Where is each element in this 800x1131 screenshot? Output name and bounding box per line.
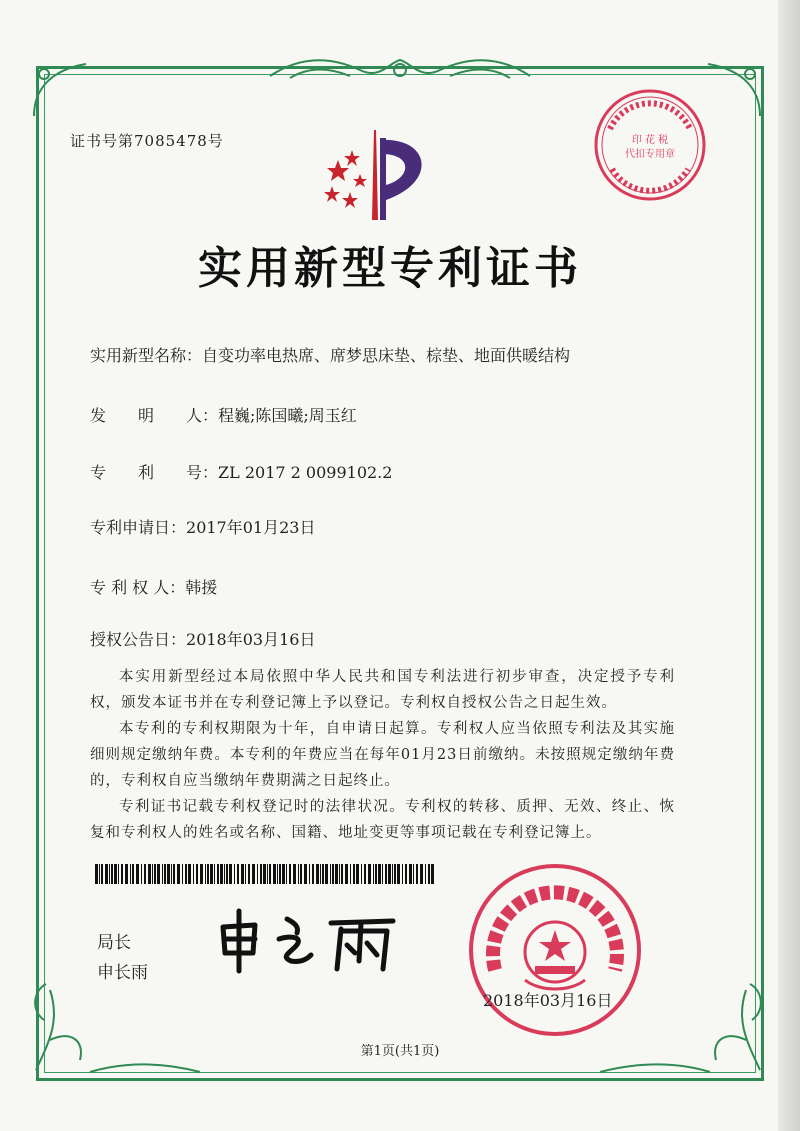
- patent-number-value: ZL 2017 2 0099102.2: [218, 463, 393, 482]
- patentee-value: 韩援: [185, 578, 218, 597]
- svg-text:印 花 税: 印 花 税: [631, 135, 669, 146]
- certificate-number: 证书号第7085478号: [70, 132, 224, 150]
- body-paragraph-2: 本专利的专利权期限为十年，自申请日起算。专利权人应当依照专利法及其实施细则规定缴纳年费。本专利的年费应当在每年01月23日前缴纳。未按照规定缴纳年费的，专利权自应当缴纳年费期满之日起终止。: [90, 721, 675, 789]
- corner-ornament-tl-icon: [30, 60, 90, 120]
- patentee-label: 专 利 权 人：: [90, 578, 186, 597]
- svg-text:代扣专用章: 代扣专用章: [625, 149, 675, 160]
- director-title: 局长: [97, 933, 131, 953]
- patent-number-row: [90, 460, 392, 483]
- director-name: 申长雨: [97, 963, 148, 983]
- inventor-row: [90, 403, 357, 426]
- grant-date-row: [90, 627, 315, 650]
- patent-number-label: 专 利 号：: [90, 463, 219, 482]
- national-ip-office-seal-icon: [465, 860, 645, 1040]
- utility-model-name-row: [90, 343, 570, 366]
- director-signature: [215, 905, 405, 975]
- grant-date-value: 2018年03月16日: [186, 630, 316, 649]
- top-ornament-icon: [250, 52, 550, 88]
- page-footer: 第1页(共1页): [360, 1044, 440, 1059]
- utility-model-name-value: 自变功率电热席、席梦思床垫、棕垫、地面供暖结构: [202, 346, 571, 365]
- body-paragraph-3: 专利证书记载专利权登记时的法律状况。专利权的转移、质押、无效、终止、恢复和专利权人的姓名或名称、国籍、地址变更等事项记载在专利登记簿上。: [90, 799, 675, 841]
- filing-date-label: 专利申请日：: [90, 518, 187, 537]
- tax-seal-icon: [590, 85, 710, 205]
- inventor-label: 发 明 人：: [90, 406, 219, 425]
- grant-date-label: 授权公告日：: [90, 630, 187, 649]
- patent-office-logo-icon: [320, 120, 440, 230]
- barcode: [95, 864, 435, 884]
- corner-ornament-tr-icon: [704, 60, 764, 120]
- certificate-title: 实用新型专利证书: [198, 243, 582, 294]
- filing-date-value: 2017年01月23日: [186, 518, 316, 537]
- body-paragraph-1: 本实用新型经过本局依照中华人民共和国专利法进行初步审查，决定授予专利权，颁发本证书并在专利登记簿上予以登记。专利权自授权公告之日起生效。: [90, 669, 675, 711]
- utility-model-name-label: 实用新型名称：: [90, 346, 203, 365]
- filing-date-row: [90, 515, 315, 538]
- inventor-value: 程巍;陈国曦;周玉红: [218, 406, 357, 425]
- certificate-body: [90, 664, 675, 846]
- issue-date: 2018年03月16日: [483, 991, 613, 1010]
- patentee-row: [90, 575, 217, 598]
- page-edge: [778, 0, 800, 1131]
